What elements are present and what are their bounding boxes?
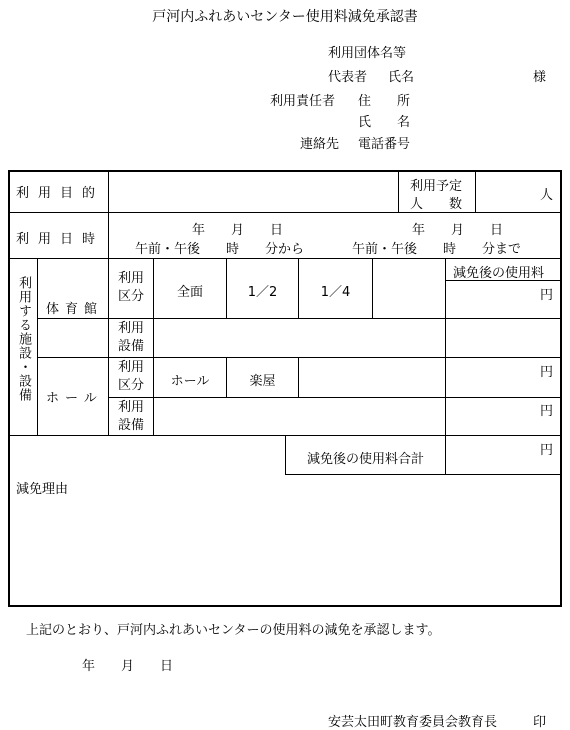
planned-count-label-2: 人 数: [410, 197, 463, 212]
document-title: 戸河内ふれあいセンター使用料減免承認書: [152, 9, 418, 25]
representative-name-label: 氏名: [388, 70, 415, 85]
gym-use-division-label: 利用区分: [118, 271, 145, 304]
date-to: 年 月 日: [412, 223, 504, 238]
gym-fee-yen: 円: [540, 288, 554, 303]
time-from: 午前・午後 時 分から: [135, 242, 305, 257]
hall-equipment-fee-yen: 円: [540, 404, 554, 419]
time-to: 午前・午後 時 分まで: [352, 242, 522, 257]
approval-date: 年 月 日: [82, 659, 174, 674]
date-from: 年 月 日: [192, 223, 284, 238]
planned-count-label-1: 利用予定: [410, 179, 463, 194]
hall-label: ホール: [46, 391, 103, 406]
facility-vertical-label: 利用する施設・設備: [16, 276, 31, 402]
signer: 安芸太田町教育委員会教育長: [328, 715, 498, 730]
reduced-fee-header: 減免後の使用料: [453, 266, 545, 281]
hall-fee-yen: 円: [540, 365, 554, 380]
datetime-label: 利用日時: [16, 232, 105, 247]
total-fee-label: 減免後の使用料合計: [306, 452, 424, 467]
hall-equipment-label: 利用設備: [118, 400, 145, 433]
purpose-label: 利用目的: [16, 186, 105, 201]
gym-option-quarter: 1／4: [320, 285, 351, 300]
org-name-label: 利用団体名等: [328, 46, 407, 61]
seal-mark: 印: [533, 715, 547, 730]
approval-statement: 上記のとおり、戸河内ふれあいセンターの使用料の減免を承認します。: [26, 623, 441, 638]
contact-label: 連絡先: [300, 137, 340, 152]
gym-option-half: 1／2: [247, 285, 278, 300]
honorific: 様: [533, 70, 547, 85]
person-unit: 人: [540, 188, 554, 203]
hall-use-division-label: 利用区分: [118, 360, 145, 393]
hall-option-dressing-room: 楽屋: [249, 374, 276, 389]
hall-option-hall: ホール: [170, 374, 210, 389]
responsible-address-label: 住 所: [358, 94, 411, 109]
phone-label: 電話番号: [358, 137, 411, 152]
responsible-name-label: 氏 名: [358, 115, 411, 130]
reason-label: 減免理由: [16, 482, 69, 497]
gym-option-full: 全面: [176, 285, 203, 300]
gym-equipment-label: 利用設備: [118, 321, 145, 354]
gym-label: 体育館: [46, 302, 104, 317]
responsible-person-label: 利用責任者: [270, 94, 336, 109]
representative-label: 代表者: [328, 70, 368, 85]
total-fee-yen: 円: [540, 443, 554, 458]
